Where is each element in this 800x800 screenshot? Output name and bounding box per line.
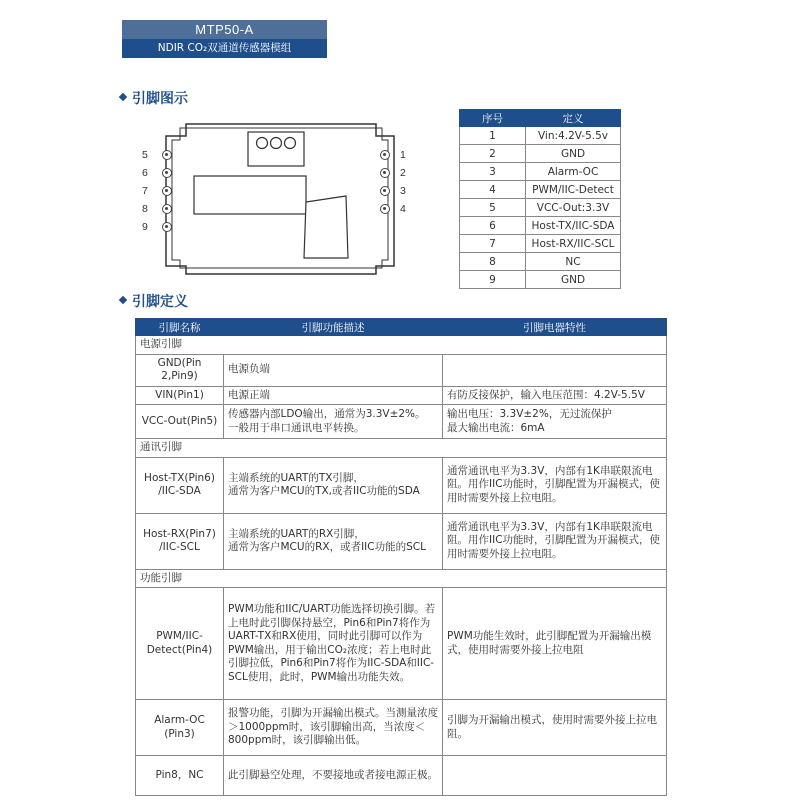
- pin-number: 3: [400, 185, 406, 197]
- pin-index: 9: [460, 271, 526, 289]
- text-line: 输出电压：3.3V±2%，无过流保护: [447, 408, 612, 420]
- text-line: Host-RX(Pin7): [143, 527, 216, 540]
- group-row: [136, 439, 667, 458]
- table-row: [460, 271, 621, 289]
- table-row: [136, 386, 667, 405]
- pin-name: VCC-Out(Pin5): [136, 405, 224, 439]
- pin-number: 5: [142, 149, 148, 161]
- column-header: 序号: [460, 110, 526, 127]
- group-row: [136, 569, 667, 588]
- diamond-bullet-icon: [119, 296, 127, 304]
- pin-function: 电源负端: [224, 354, 443, 386]
- pin-index: 6: [460, 217, 526, 235]
- text-line: Detect(Pin4): [146, 643, 213, 656]
- table-header-row: [460, 110, 621, 127]
- pin-index: 3: [460, 163, 526, 181]
- table-row: [460, 127, 621, 145]
- pin-list-table: [459, 109, 621, 289]
- diamond-bullet-icon: [119, 93, 127, 101]
- pin-index: 8: [460, 253, 526, 271]
- pin-electrical: 有防反接保护，输入电压范围：4.2V-5.5V: [443, 386, 667, 405]
- table-row: [460, 253, 621, 271]
- pin-electrical: 引脚为开漏输出模式，使用时需要外接上拉电阻。: [443, 700, 667, 756]
- pin-definition: PWM/IIC-Detect: [526, 181, 621, 199]
- lamp-hole-icon: [257, 138, 268, 149]
- pin-definition: GND: [526, 271, 621, 289]
- pin-definition: Host-RX/IIC-SCL: [526, 235, 621, 253]
- pin-definition-table: [135, 318, 667, 796]
- module-pin-diagram: [136, 118, 436, 278]
- table-row: [460, 181, 621, 199]
- lamp-hole-icon: [271, 138, 282, 149]
- table-row: [136, 588, 667, 700]
- pin-number: 2: [400, 167, 406, 179]
- pin-name: Pin8，NC: [136, 756, 224, 796]
- pin-electrical: [443, 354, 667, 386]
- pin-definition: Vin:4.2V-5.5v: [526, 127, 621, 145]
- pin-hole-icon: [162, 168, 172, 178]
- pin-hole-icon: [380, 186, 390, 196]
- product-subtitle: NDIR CO₂双通道传感器模组: [122, 39, 327, 58]
- pin-index: 5: [460, 199, 526, 217]
- pin-name: [136, 457, 224, 513]
- table-row: [136, 513, 667, 569]
- column-header: 引脚功能描述: [224, 319, 443, 336]
- pin-name: GND(Pin 2,Pin9): [136, 354, 224, 386]
- table-row: [460, 217, 621, 235]
- lamp-hole-icon: [285, 138, 296, 149]
- pin-index: 4: [460, 181, 526, 199]
- text-line: 主端系统的UART的TX引脚，: [228, 471, 364, 484]
- pin-number: 8: [142, 203, 148, 215]
- text-line: PWM/IIC-: [156, 630, 203, 642]
- pin-definition: VCC-Out:3.3V: [526, 199, 621, 217]
- pin-definition: NC: [526, 253, 621, 271]
- pin-hole-icon: [162, 150, 172, 160]
- pin-electrical: [443, 756, 667, 796]
- pin-name: VIN(Pin1): [136, 386, 224, 405]
- pin-function: [224, 457, 443, 513]
- text-line: Host-TX(Pin6): [144, 471, 215, 484]
- pin-definition: GND: [526, 145, 621, 163]
- pin-hole-icon: [380, 168, 390, 178]
- pin-number: 1: [400, 149, 406, 161]
- table-row: [136, 405, 667, 439]
- group-label: 功能引脚: [136, 569, 667, 588]
- column-header: 定义: [526, 110, 621, 127]
- label-tab: [304, 196, 348, 258]
- pin-electrical: 通常通讯电平为3.3V，内部有1K串联限流电阻。用作IIC功能时，引脚配置为开漏模式，使用时需要外接上拉电阻。: [443, 457, 667, 513]
- text-line: 传感器内部LDO输出，通常为3.3V±2%。: [228, 408, 426, 420]
- section-heading-pin-diagram: [120, 88, 188, 108]
- pin-hole-icon: [380, 204, 390, 214]
- table-header-row: [136, 319, 667, 336]
- section-title: 引脚定义: [132, 294, 188, 310]
- pin-function: 此引脚悬空处理，不要接地或者接电源正极。: [224, 756, 443, 796]
- display-window: [194, 176, 306, 214]
- pin-electrical: 通常通讯电平为3.3V，内部有1K串联限流电阻。用作IIC功能时，引脚配置为开漏模式，使用时需要外接上拉电阻。: [443, 513, 667, 569]
- group-label: 电源引脚: [136, 336, 667, 355]
- pin-definition: Alarm-OC: [526, 163, 621, 181]
- pin-name: [136, 588, 224, 700]
- text-line: /IIC-SDA: [158, 485, 201, 497]
- pin-hole-icon: [380, 150, 390, 160]
- header-banner: [122, 20, 327, 58]
- pin-index: 7: [460, 235, 526, 253]
- text-line: 主端系统的UART的RX引脚，: [228, 527, 365, 540]
- text-line: 最大输出电流：6mA: [447, 421, 545, 434]
- table-row: [460, 145, 621, 163]
- pin-index: 2: [460, 145, 526, 163]
- table-row: [136, 354, 667, 386]
- pin-number: 9: [142, 221, 148, 233]
- text-line: 通常为客户MCU的TX,或者IIC功能的SDA: [228, 485, 420, 497]
- column-header: 引脚名称: [136, 319, 224, 336]
- pin-number: 7: [142, 185, 148, 197]
- table-row: [460, 163, 621, 181]
- model-name: MTP50-A: [122, 20, 327, 39]
- pin-hole-icon: [162, 222, 172, 232]
- text-line: (Pin3): [164, 727, 195, 740]
- pin-function: [224, 405, 443, 439]
- pin-name: [136, 513, 224, 569]
- pin-function: PWM功能和IIC/UART功能选择切换引脚。若上电时此引脚保持悬空，Pin6和Pin7将作为UART-TX和RX使用，同时此引脚可以作为PWM输出，用于输出CO₂浓度；若上电时此引脚拉低，Pin6和Pin7将作为IIC-SDA和IIC-SCL使用，此时，PWM输出功能失效。: [224, 588, 443, 700]
- section-heading-pin-definition: [120, 291, 188, 311]
- pin-hole-icon: [162, 186, 172, 196]
- pin-hole-icon: [162, 204, 172, 214]
- group-row: [136, 336, 667, 355]
- text-line: 通常为客户MCU的RX，或者IIC功能的SCL: [228, 541, 426, 553]
- section-title: 引脚图示: [132, 91, 188, 107]
- pin-function: 报警功能，引脚为开漏输出模式。当测量浓度＞1000ppm时，该引脚输出高，当浓度＜800ppm时，该引脚输出低。: [224, 700, 443, 756]
- pin-function: 电源正端: [224, 386, 443, 405]
- text-line: Alarm-OC: [154, 714, 205, 726]
- module-outline: [136, 118, 436, 278]
- pin-name: [136, 700, 224, 756]
- text-line: 一般用于串口通讯电平转换。: [228, 421, 365, 434]
- column-header: 引脚电器特性: [443, 319, 667, 336]
- table-row: [136, 756, 667, 796]
- group-label: 通讯引脚: [136, 439, 667, 458]
- table-row: [136, 700, 667, 756]
- pin-number: 4: [400, 203, 406, 215]
- pin-number: 6: [142, 167, 148, 179]
- pin-index: 1: [460, 127, 526, 145]
- table-row: [460, 199, 621, 217]
- pin-electrical: PWM功能生效时，此引脚配置为开漏输出模式，使用时需要外接上拉电阻: [443, 588, 667, 700]
- table-row: [460, 235, 621, 253]
- pin-definition: Host-TX/IIC-SDA: [526, 217, 621, 235]
- pin-electrical: [443, 405, 667, 439]
- pin-function: [224, 513, 443, 569]
- text-line: /IIC-SCL: [159, 541, 200, 553]
- table-row: [136, 457, 667, 513]
